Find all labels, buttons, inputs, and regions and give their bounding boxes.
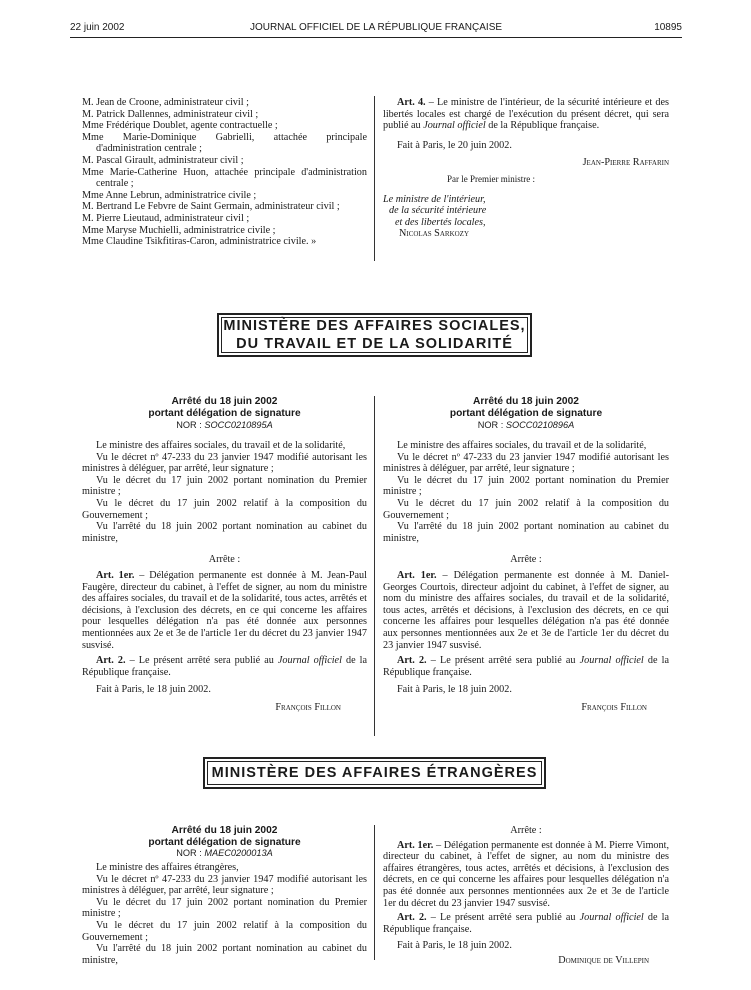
list-item: Mme Maryse Muchielli, administratrice civile ; — [82, 224, 276, 236]
article-2 — [82, 655, 367, 678]
arrete-bottom-left — [82, 825, 367, 966]
nor-label: NOR : — [176, 848, 205, 858]
nor-label: NOR : — [477, 420, 506, 430]
list-item: M. Jean de Croone, administrateur civil ; — [82, 97, 249, 108]
preamble-line: Vu le décret du 17 juin 2002 relatif à la composition du Gouvernement ; — [383, 497, 669, 521]
minister-title — [383, 194, 669, 206]
article-text: – Le ministre de l'intérieur, de la sécurité intérieure et des libertés locales est chargé de l'exécution du présent décret, qui sera publié au — [383, 97, 669, 132]
article-text: – Le présent arrêté sera publié au — [426, 655, 580, 667]
page-header — [70, 22, 682, 36]
preamble-line: Vu le décret nº 47-233 du 23 janvier 1947 modifié autorisant les ministres à déléguer, par arrêté, leur signature ; — [383, 451, 669, 475]
nor-reference — [383, 419, 669, 432]
preamble-line: Vu le décret du 17 juin 2002 relatif à la composition du Gouvernement ; — [82, 919, 367, 943]
header-date: 22 juin 2002 — [70, 22, 125, 33]
journal-name: Journal officiel — [423, 120, 486, 132]
nor-code: SOCC0210896A — [505, 420, 575, 430]
list-item: M. Bertrand Le Febvre de Saint Germain, administrateur civil ; — [82, 201, 340, 213]
list-item: M. Pierre Lieutaud, administrateur civil ; — [82, 212, 250, 224]
par-le-premier-ministre: Par le Premier ministre : — [447, 173, 535, 184]
article-text: de la République française. — [383, 912, 670, 935]
article-text: de la République française. — [383, 655, 670, 678]
banner-line: DU TRAVAIL ET DE LA SOLIDARITÉ — [236, 336, 513, 352]
preamble-line: Vu le décret nº 47-233 du 23 janvier 1947 modifié autorisant les ministres à déléguer, par arrêté, leur signature ; — [82, 451, 367, 475]
fait-a-paris: Fait à Paris, le 18 juin 2002. — [397, 940, 512, 952]
ministry-banner-social-affairs — [217, 313, 532, 357]
article-label: Art. 2. — [397, 912, 427, 924]
article-4 — [383, 97, 669, 132]
arrete-bottom-right — [383, 825, 669, 967]
article-text: – Le présent arrêté sera publié au — [125, 655, 278, 667]
arrete-title-line: portant délégation de signature — [148, 836, 301, 848]
preamble-line: Le ministre des affaires étrangères, — [96, 862, 239, 873]
journal-name: Journal officiel — [277, 655, 342, 667]
journal-name: Journal officiel — [579, 655, 644, 667]
list-item: Mme Claudine Tsikfitiras-Caron, administratrice civile. » — [82, 236, 317, 248]
signatory: Dominique de Villepin — [558, 954, 649, 966]
list-item: Mme Anne Lebrun, administratrice civile ; — [82, 189, 257, 201]
preamble-line: Vu le décret du 17 juin 2002 portant nomination du Premier ministre ; — [82, 896, 367, 920]
header-rule — [70, 37, 682, 38]
article-label: Art. 2. — [397, 655, 427, 667]
preamble-line: Vu l'arrêté du 18 juin 2002 portant nomination au cabinet du ministre, — [383, 521, 669, 544]
nor-code: SOCC0210895A — [204, 420, 273, 430]
signatory: François Fillon — [581, 701, 647, 713]
list-item: Mme Marie-Dominique Gabrielli, attachée principale d'administration centrale ; — [82, 131, 367, 155]
arrete-title-line: portant délégation de signature — [148, 407, 301, 419]
header-journal-title: JOURNAL OFFICIEL DE LA RÉPUBLIQUE FRANÇAISE — [249, 22, 503, 33]
list-item: M. Pascal Girault, administrateur civil ; — [82, 154, 244, 166]
arrete-left — [82, 396, 367, 713]
preamble-line: Le ministre des affaires sociales, du travail et de la solidarité, — [397, 440, 647, 451]
preamble-line: Vu l'arrêté du 18 juin 2002 portant nomination au cabinet du ministre, — [82, 521, 367, 544]
arrete-label: Arrête : — [510, 554, 542, 566]
arrete-right — [383, 396, 669, 713]
banner-line: MINISTÈRE DES AFFAIRES SOCIALES, — [223, 318, 526, 334]
preamble-line: Vu l'arrêté du 18 juin 2002 portant nomination au cabinet du ministre, — [82, 943, 367, 966]
article-text: de la République française. — [485, 120, 600, 132]
article-text: – Le présent arrêté sera publié au — [426, 912, 580, 924]
journal-name: Journal officiel — [579, 912, 644, 924]
arrete-title — [82, 825, 367, 848]
nor-code: MAEC0200013A — [204, 848, 273, 858]
minister-title-line: et des libertés locales, — [395, 216, 486, 228]
article-1 — [82, 570, 367, 651]
fait-a-paris: Fait à Paris, le 18 juin 2002. — [397, 684, 512, 696]
top-left-column — [82, 97, 367, 248]
minister-title — [383, 205, 669, 217]
arrete-title-line: Arrêté du 18 juin 2002 — [473, 396, 579, 407]
list-item: Mme Frédérique Doublet, agente contractuelle ; — [82, 120, 278, 132]
list-item: Mme Marie-Catherine Huon, attachée principale d'administration centrale ; — [82, 166, 367, 190]
column-divider — [374, 825, 375, 960]
article-2 — [383, 912, 669, 935]
arrete-title-line: Arrêté du 18 juin 2002 — [171, 825, 278, 836]
arrete-title — [383, 396, 669, 419]
preamble-line: Vu le décret nº 47-233 du 23 janvier 1947 modifié autorisant les ministres à déléguer, par arrêté, leur signature ; — [82, 873, 367, 897]
fait-a-paris: Fait à Paris, le 18 juin 2002. — [96, 684, 211, 696]
nor-reference — [82, 419, 367, 432]
article-label: Art. 1er. — [96, 569, 135, 581]
header-page-number: 10895 — [654, 22, 682, 33]
ministry-banner-foreign-affairs — [203, 757, 546, 789]
article-2 — [383, 655, 669, 678]
arrete-title — [82, 396, 367, 419]
preamble-line: Le ministre des affaires sociales, du travail et de la solidarité, — [96, 440, 346, 451]
article-1 — [383, 570, 669, 651]
arrete-title-line: portant délégation de signature — [449, 407, 603, 419]
minister-title-line: de la sécurité intérieure — [389, 205, 487, 217]
list-item: M. Patrick Dallennes, administrateur civil ; — [82, 108, 259, 120]
preamble-line: Vu le décret du 17 juin 2002 portant nomination du Premier ministre ; — [82, 474, 367, 498]
arrete-label: Arrête : — [510, 825, 542, 836]
preamble-line: Vu le décret du 17 juin 2002 portant nomination du Premier ministre ; — [383, 474, 669, 498]
signatory: François Fillon — [275, 701, 341, 713]
preamble-line: Vu le décret du 17 juin 2002 relatif à la composition du Gouvernement ; — [82, 497, 367, 521]
article-text: – Délégation permanente est donnée à M. Daniel-Georges Courtois, directeur adjoint du cabinet, à l'effet de signer, au nom du ministre des affaires sociales, du travail et de la solidarité, tous actes, arrêtés et décisions, à l'exclusion des décrets, en ce qui concerne les affaires pour lesquelles délégation n'a pas été donnée aux personnes mentionnées aux 2e et 3e de l'article 1er du décret du 23 janvier 1947 susvisé. — [383, 569, 669, 651]
signatory: Jean-Pierre Raffarin — [582, 157, 669, 169]
article-label: Art. 1er. — [397, 569, 437, 581]
top-right-column — [383, 97, 669, 240]
minister-title-line: Le ministre de l'intérieur, — [383, 193, 486, 205]
article-label: Art. 4. — [397, 97, 426, 108]
arrete-label: Arrête : — [208, 554, 241, 566]
article-text: – Délégation permanente est donnée à M. Jean-Paul Faugère, directeur du cabinet, à l'effet de signer, au nom du ministre des affaires sociales, du travail et de la solidarité, tous actes, arrêtés et décisions, à l'exclusion des décrets, en ce qui concerne les affaires pour lesquelles délégation n'a pas été donnée aux personnes mentionnées aux 2e et 3e de l'article 1er du décret du 23 janvier 1947 susvisé. — [82, 569, 367, 651]
nor-label: NOR : — [176, 420, 205, 430]
minister-title — [383, 217, 669, 229]
article-label: Art. 2. — [96, 655, 126, 667]
article-label: Art. 1er. — [397, 839, 434, 851]
article-text: de la République française. — [82, 655, 367, 678]
nor-reference — [82, 848, 367, 859]
article-text: – Délégation permanente est donnée à M. Pierre Vimont, directeur du cabinet, à l'effet de signer, au nom du ministre des affaires étrangères, tous actes, arrêtés et décisions, à l'exclusion des décrets, en ce qui concerne les affaires pour lesquelles délégation n'a pas été donnée aux personnes mentionnées aux 2e et 3e de l'article 1er du décret du 23 janvier 1947 susvisé. — [383, 839, 669, 909]
banner-line: MINISTÈRE DES AFFAIRES ÉTRANGÈRES — [211, 765, 538, 781]
fait-a-paris: Fait à Paris, le 20 juin 2002. — [397, 139, 512, 151]
article-1 — [383, 840, 669, 910]
arrete-title-line: Arrêté du 18 juin 2002 — [171, 396, 278, 407]
column-divider — [374, 396, 375, 736]
minister-name: Nicolas Sarkozy — [399, 228, 470, 240]
